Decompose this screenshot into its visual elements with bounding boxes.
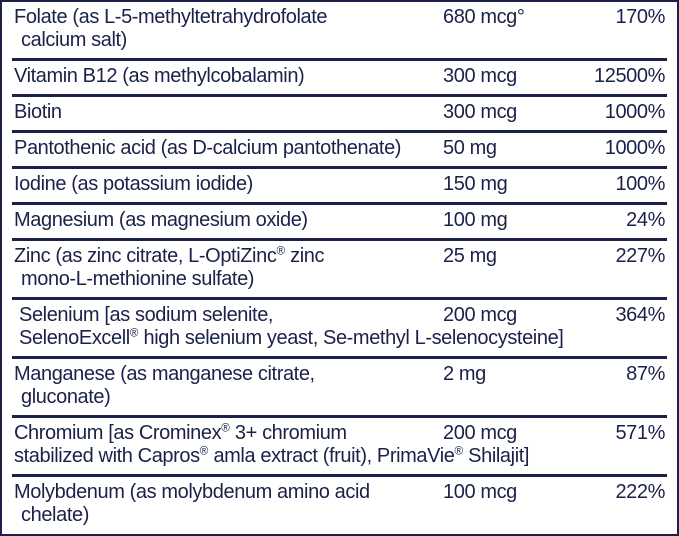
nutrient-amount: 50 mg — [443, 137, 497, 159]
table-row — [2, 477, 677, 533]
nutrient-daily-value: 364% — [615, 304, 665, 326]
nutrient-name: Vitamin B12 (as methylcobalamin) — [14, 65, 305, 87]
nutrient-name: Chromium [as Crominex® 3+ chromium — [14, 421, 347, 444]
nutrient-name-continued: SelenoExcell® high selenium yeast, Se-methyl L-selenocysteine] — [19, 326, 564, 349]
nutrient-amount: 300 mcg — [443, 65, 517, 87]
nutrient-name-continued: chelate) — [21, 504, 89, 526]
nutrient-daily-value: 87% — [626, 363, 665, 385]
nutrient-daily-value: 227% — [615, 245, 665, 267]
nutrient-amount: 200 mcg — [443, 304, 517, 326]
nutrient-daily-value: 571% — [615, 422, 665, 444]
nutrient-name: Folate (as L-5-methyltetrahydrofolate — [14, 6, 328, 28]
nutrient-name: Manganese (as manganese citrate, — [14, 363, 315, 385]
nutrient-amount: 25 mg — [443, 245, 497, 267]
nutrient-name-continued: calcium salt) — [21, 29, 127, 51]
nutrient-name: Zinc (as zinc citrate, L-OptiZinc® zinc — [14, 244, 325, 267]
table-row — [2, 133, 677, 166]
nutrient-amount: 2 mg — [443, 363, 486, 385]
table-row — [2, 205, 677, 238]
nutrient-daily-value: 170% — [615, 6, 665, 28]
table-row — [2, 359, 677, 415]
nutrient-daily-value: 222% — [615, 481, 665, 503]
nutrient-name-continued: mono-L-methionine sulfate) — [21, 268, 255, 290]
nutrient-daily-value: 12500% — [594, 65, 665, 87]
nutrient-name: Biotin — [14, 101, 62, 123]
table-row — [2, 61, 677, 94]
nutrient-daily-value: 24% — [626, 209, 665, 231]
nutrient-daily-value: 1000% — [604, 101, 665, 123]
nutrient-amount: 200 mcg — [443, 422, 517, 444]
nutrient-name-continued: gluconate) — [21, 386, 111, 408]
nutrient-daily-value: 1000% — [604, 137, 665, 159]
nutrient-amount: 680 mcg° — [443, 6, 525, 28]
nutrient-name: Molybdenum (as molybdenum amino acid — [14, 481, 370, 503]
nutrient-amount: 300 mcg — [443, 101, 517, 123]
nutrient-name: Iodine (as potassium iodide) — [14, 173, 253, 195]
nutrient-name-continued: stabilized with Capros® amla extract (fruit), PrimaVie® Shilajit] — [14, 444, 530, 467]
nutrient-name: Magnesium (as magnesium oxide) — [14, 209, 308, 231]
table-row — [2, 97, 677, 130]
table-row — [2, 418, 677, 474]
nutrient-amount: 150 mg — [443, 173, 508, 195]
nutrient-daily-value: 100% — [615, 173, 665, 195]
nutrient-amount: 100 mg — [443, 209, 508, 231]
table-row — [2, 300, 677, 356]
table-row — [2, 2, 677, 58]
table-row — [2, 169, 677, 202]
table-row — [2, 241, 677, 297]
nutrient-name: Selenium [as sodium selenite, — [19, 304, 274, 326]
nutrient-amount: 100 mcg — [443, 481, 517, 503]
nutrient-name: Pantothenic acid (as D-calcium pantothenate) — [14, 137, 402, 159]
